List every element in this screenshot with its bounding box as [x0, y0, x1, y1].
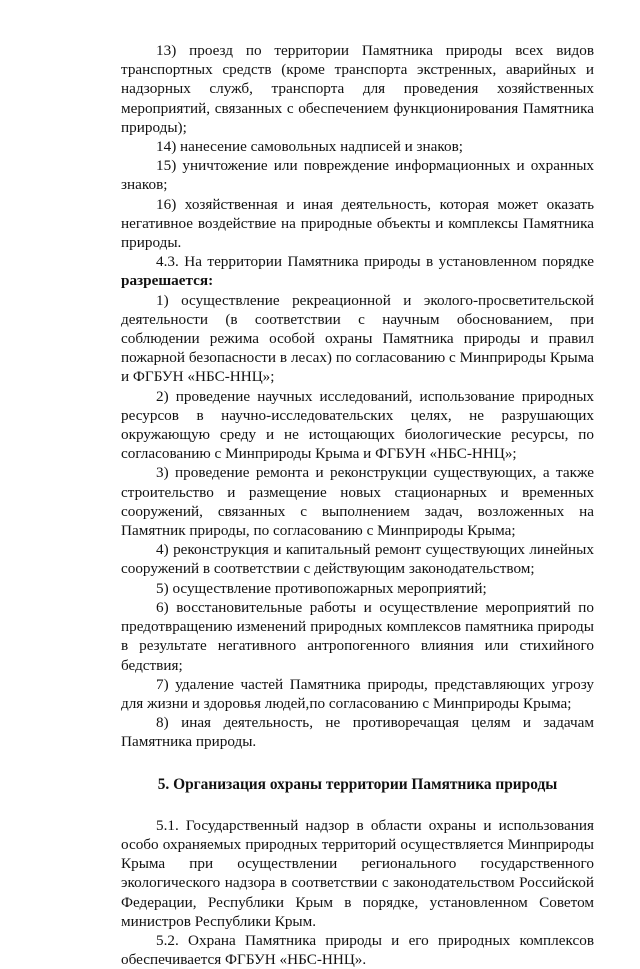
list-item-prohibited-16: 16) хозяйственная и иная деятельность, которая может оказать негативное воздействие на природные объекты и комплексы Памятника природы. [121, 195, 594, 252]
list-item-permitted-2: 2) проведение научных исследований, использование природных ресурсов в научно-исследовательских целях, не разрушающих окружающую среду и не истощающих биологические ресурсы, по согласованию с Минприроды Крыма и ФГБУН «НБС-ННЦ»; [121, 387, 594, 463]
list-item-prohibited-14: 14) нанесение самовольных надписей и знаков; [156, 138, 464, 156]
list-item-permitted-3: 3) проведение ремонта и реконструкции существующих, а также строительство и размещение новых стационарных и временных сооружений, связанных с выполнением задач, возложенных на Памятник природы, по согласованию с Минприроды Крыма; [121, 464, 594, 540]
section-4-3-intro: 4.3. На территории Памятника природы в установленном порядке [156, 253, 594, 271]
section-5-1-paragraph: 5.1. Государственный надзор в области охраны и использования особо охраняемых природных территорий осуществляется Минприроды Крыма при осуществлении регионального государственного экологического надзора в соответствии с законодательством Российской Федерации, Республики Крым в порядке, установленном Советом министров Республики Крым. [121, 816, 594, 930]
list-item-permitted-5: 5) осуществление противопожарных мероприятий; [156, 579, 487, 597]
section-4-3-bold-term: разрешается: [121, 272, 214, 290]
list-item-prohibited-15: 15) уничтожение или повреждение информационных и охранных знаков; [121, 157, 594, 194]
document-page [121, 41, 594, 969]
list-item-permitted-7: 7) удаление частей Памятника природы, представляющих угрозу для жизни и здоровья людей,по согласованию с Минприроды Крыма; [121, 675, 594, 712]
list-item-permitted-6: 6) восстановительные работы и осуществление мероприятий по предотвращению изменений природных комплексов памятника природы в результате негативного антропогенного влияния или стихийного бедствия; [121, 598, 594, 674]
spacer [121, 794, 594, 816]
list-item-prohibited-13: 13) проезд по территории Памятника природы всех видов транспортных средств (кроме транспорта экстренных, аварийных и надзорных служб, транспорта для проведения хозяйственных мероприятий, связанных с обеспечением функционирования Памятника природы); [121, 42, 594, 136]
section-5-heading: 5. Организация охраны территории Памятника природы [157, 775, 558, 793]
section-4-3-paragraph [121, 252, 594, 290]
list-item-permitted-4: 4) реконструкция и капитальный ремонт существующих линейных сооружений в соответствии с действующим законодательством; [121, 541, 594, 578]
list-item-permitted-8: 8) иная деятельность, не противоречащая целям и задачам Памятника природы. [121, 714, 594, 751]
section-5-2-paragraph: 5.2. Охрана Памятника природы и его природных комплексов обеспечивается ФГБУН «НБС-ННЦ». [121, 931, 594, 969]
spacer [121, 752, 594, 775]
list-item-permitted-1: 1) осуществление рекреационной и эколого-просветительской деятельности (в соответствии с научным обоснованием, при соблюдении режима особой охраны Памятника природы и правил пожарной безопасности в лесах) по согласованию с Минприроды Крыма и ФГБУН «НБС-ННЦ»; [121, 291, 594, 386]
